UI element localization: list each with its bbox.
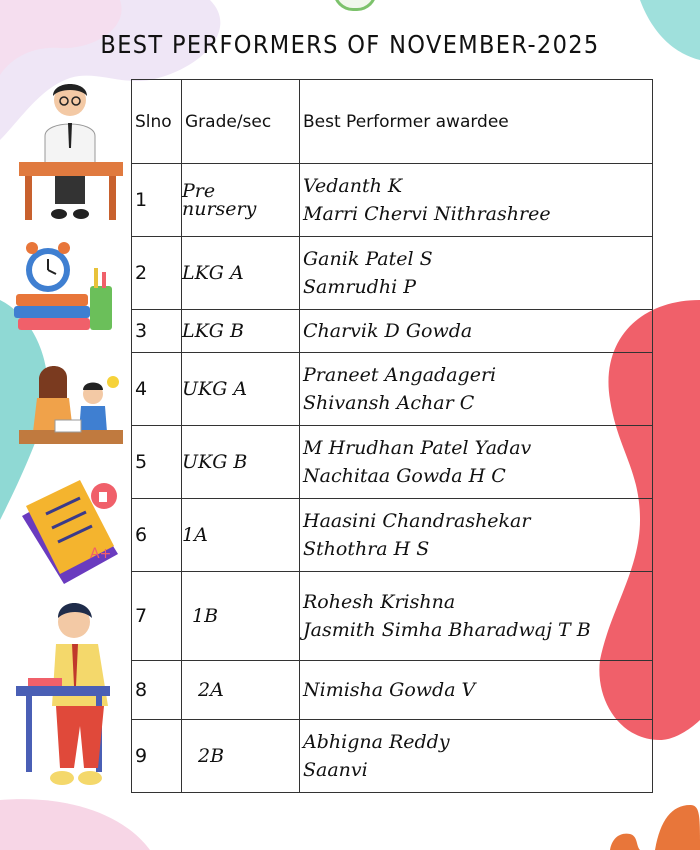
table-row: [132, 499, 653, 572]
table-row: [132, 164, 653, 237]
awardee-name: Marri Chervi Nithrashree: [303, 203, 551, 225]
slno-cell: 6: [132, 499, 182, 572]
column-header-awardee: Best Performer awardee: [300, 80, 653, 164]
slno-cell: 5: [132, 426, 182, 499]
grade-cell: 2B: [182, 720, 300, 793]
slno-cell: 3: [132, 310, 182, 353]
awardee-name: Ganik Patel S: [303, 248, 433, 270]
slno-cell: 8: [132, 661, 182, 720]
awardee-name: Rohesh Krishna: [303, 591, 456, 613]
grade-cell: LKG B: [182, 310, 300, 353]
awardee-name: Jasmith Simha Bharadwaj T B: [303, 619, 591, 641]
student-at-desk-illustration: [12, 596, 132, 806]
awardee-name: M Hrudhan Patel Yadav: [303, 437, 532, 459]
awardee-name: Praneet Angadageri: [303, 364, 497, 386]
checklist-paper-illustration: [14, 476, 124, 586]
table-header-row: [132, 80, 653, 164]
awardee-cell: [300, 237, 653, 310]
awardee-name: Vedanth K: [303, 175, 403, 197]
awardee-name: Shivansh Achar C: [303, 392, 475, 414]
table-row: [132, 661, 653, 720]
awardee-name: Nimisha Gowda V: [303, 679, 476, 701]
awardee-name: Saanvi: [303, 759, 368, 781]
table-row: [132, 353, 653, 426]
slno-cell: 2: [132, 237, 182, 310]
awardee-name: Haasini Chandrashekar: [303, 510, 531, 532]
awardee-cell: [300, 572, 653, 661]
slno-cell: 7: [132, 572, 182, 661]
awardee-name: Samrudhi P: [303, 276, 416, 298]
slno-cell: 1: [132, 164, 182, 237]
slno-cell: 4: [132, 353, 182, 426]
alarm-clock-books-illustration: [12, 238, 122, 348]
awardee-cell: [300, 353, 653, 426]
awardee-name: Nachitaa Gowda H C: [303, 465, 506, 487]
awardee-cell: [300, 426, 653, 499]
table-row: [132, 720, 653, 793]
page-title: BEST PERFORMERS OF NOVEMBER-2025: [100, 30, 600, 59]
grade-cell: UKG A: [182, 353, 300, 426]
awardee-cell: [300, 164, 653, 237]
awardee-cell: [300, 661, 653, 720]
awardee-name: Charvik D Gowda: [303, 320, 473, 342]
column-header-grade: Grade/sec: [182, 80, 300, 164]
awardee-name: Sthothra H S: [303, 538, 430, 560]
column-header-slno: Slno: [132, 80, 182, 164]
awardee-cell: [300, 310, 653, 353]
grade-cell: LKG A: [182, 237, 300, 310]
mother-child-reading-illustration: [15, 362, 125, 452]
awardee-cell: [300, 720, 653, 793]
awardee-name: Abhigna Reddy: [303, 731, 450, 753]
grade-cell: 1A: [182, 499, 300, 572]
slno-cell: 9: [132, 720, 182, 793]
best-performers-table: [131, 79, 653, 793]
table-row: [132, 310, 653, 353]
svg-text:A+: A+: [90, 546, 112, 562]
grade-cell: UKG B: [182, 426, 300, 499]
student-writing-illustration: [15, 78, 125, 228]
table-row: [132, 426, 653, 499]
grade-cell: Pre nursery: [182, 164, 300, 237]
table-row: [132, 237, 653, 310]
grade-cell: 2A: [182, 661, 300, 720]
awardee-cell: [300, 499, 653, 572]
grade-cell: 1B: [182, 572, 300, 661]
table-row: [132, 572, 653, 661]
